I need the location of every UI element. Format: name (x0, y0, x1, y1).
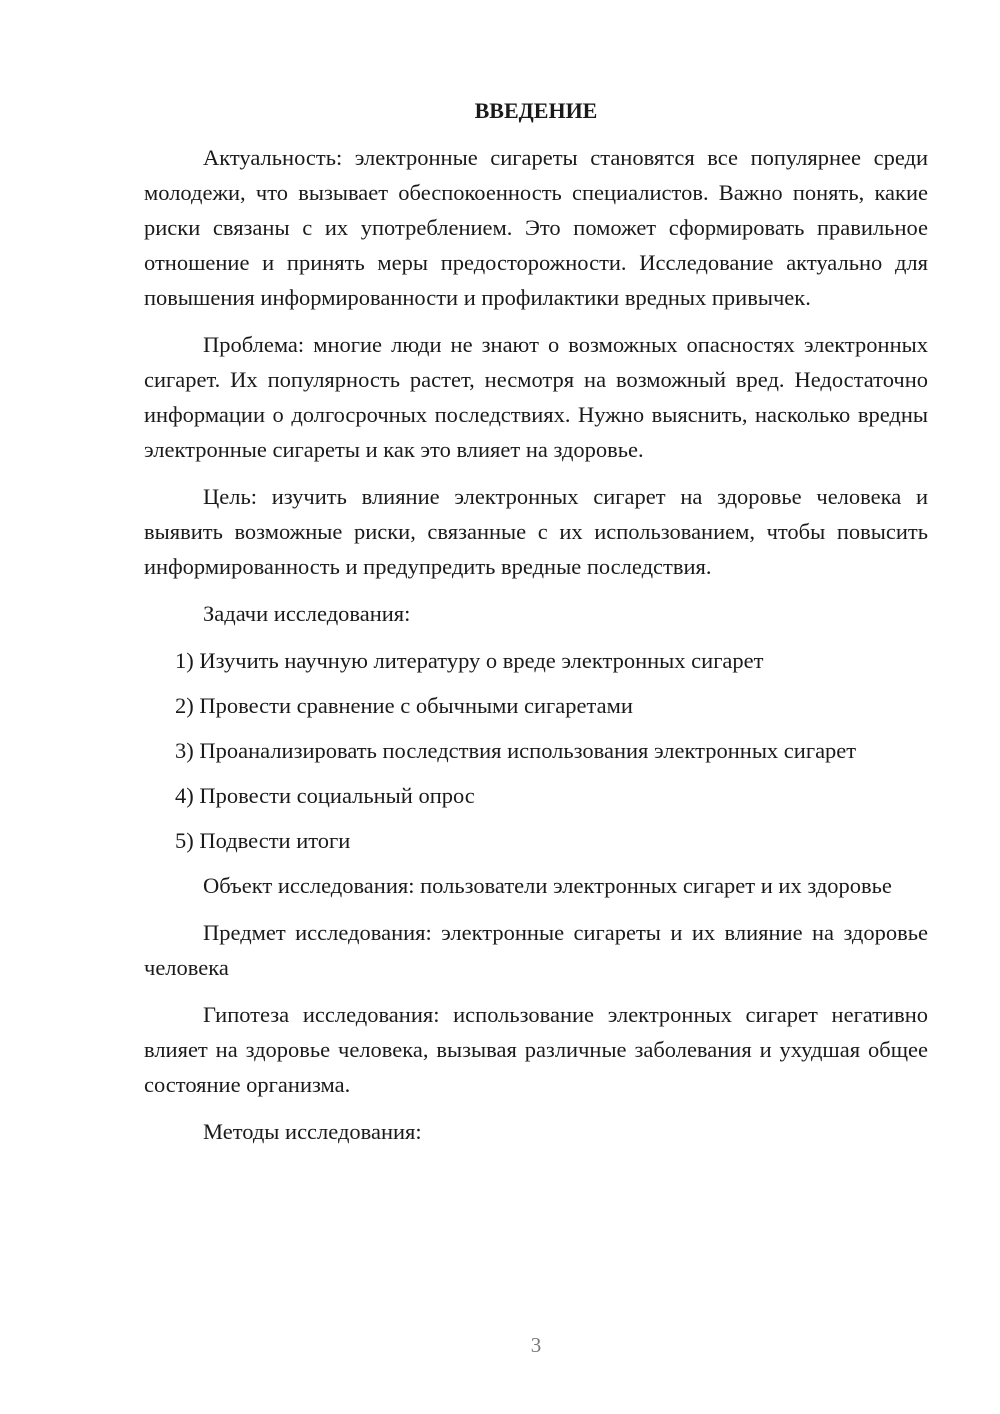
task-item-2: 2) Провести сравнение с обычными сигаретами (175, 693, 633, 718)
task-item-5: 5) Подвести итоги (175, 828, 351, 853)
object-paragraph: Объект исследования: пользователи электронных сигарет и их здоровье (203, 873, 892, 898)
subject-paragraph: Предмет исследования: электронные сигареты и их влияние на здоровье человека (144, 920, 928, 980)
task-item-4: 4) Провести социальный опрос (175, 783, 475, 808)
goal-paragraph: Цель: изучить влияние электронных сигарет на здоровье человека и выявить возможные риски, связанные с их использованием, чтобы повысить информированность и предупредить вредные последствия. (144, 484, 928, 579)
hypothesis-paragraph: Гипотеза исследования: использование электронных сигарет негативно влияет на здоровье человека, вызывая различные заболевания и ухудшая общее состояние организма. (144, 1002, 928, 1097)
relevance-paragraph: Актуальность: электронные сигареты становятся все популярнее среди молодежи, что вызывает обеспокоенность специалистов. Важно понять, какие риски связаны с их употреблением. Это поможет сформировать правильное отношение и принять меры предосторожности. Исследование актуально для повышения информированности и профилактики вредных привычек. (144, 145, 928, 310)
methods-heading: Методы исследования: (203, 1119, 422, 1144)
task-item-1: 1) Изучить научную литературу о вреде электронных сигарет (175, 648, 764, 673)
page-number: 3 (530, 1333, 542, 1357)
problem-paragraph: Проблема: многие люди не знают о возможных опасностях электронных сигарет. Их популярность растет, несмотря на возможный вред. Недостаточно информации о долгосрочных последствиях. Нужно выяснить, насколько вредны электронные сигареты и как это влияет на здоровье. (144, 332, 928, 462)
page-title: ВВЕДЕНИЕ (474, 98, 598, 123)
page-content (144, 96, 928, 1161)
task-item-3: 3) Проанализировать последствия использования электронных сигарет (175, 738, 857, 763)
tasks-heading: Задачи исследования: (203, 601, 411, 626)
